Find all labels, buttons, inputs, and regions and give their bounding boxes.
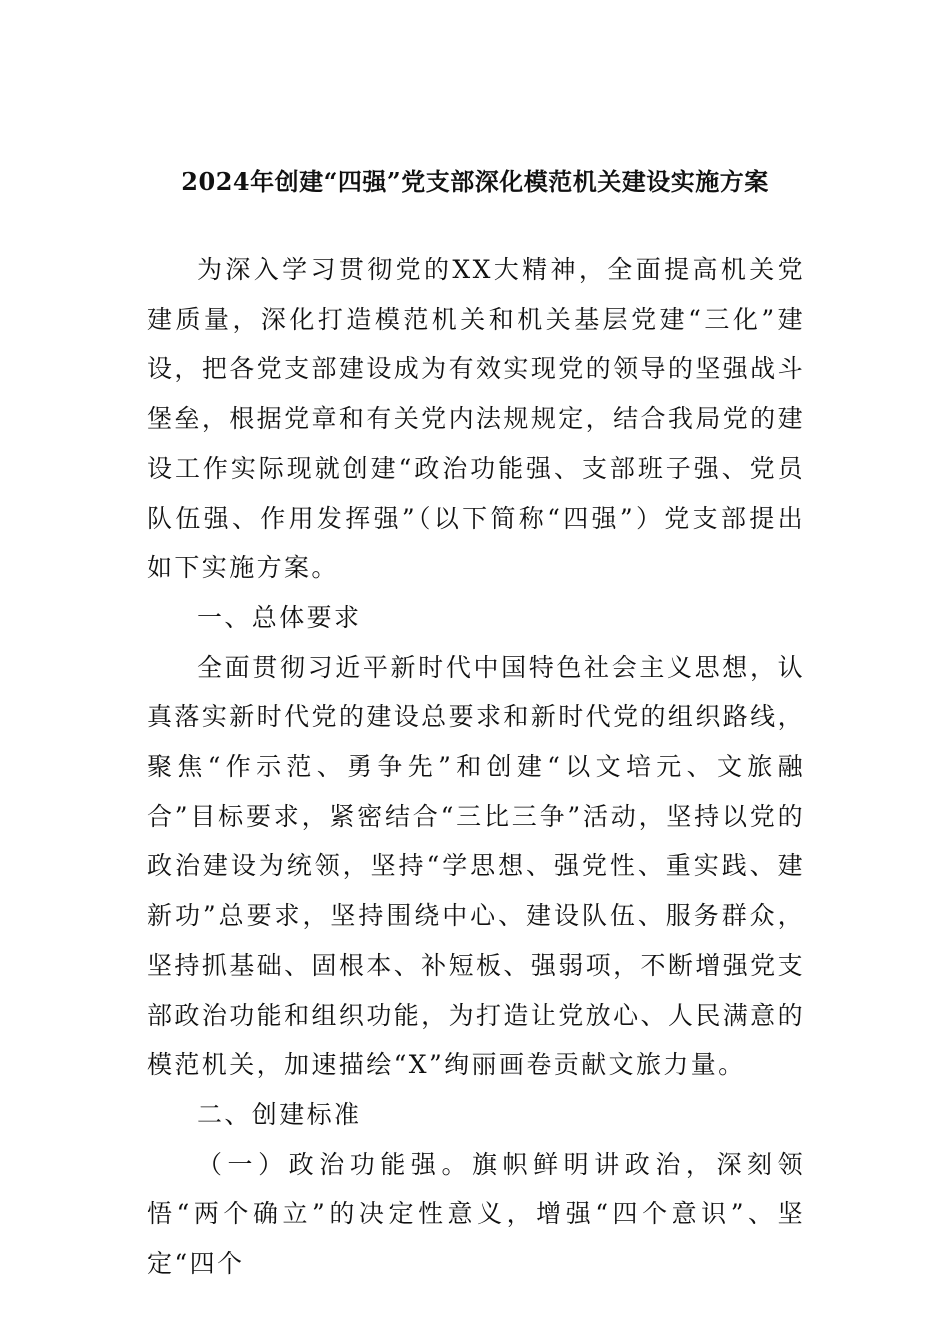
intro-paragraph: 为深入学习贯彻党的XX大精神，全面提高机关党建质量，深化打造模范机关和机关基层党建“三化”建设，把各党支部建设成为有效实现党的领导的坚强战斗堡垒，根据党章和有关党内法规规定，结合我局党的建设工作实际现就创建“政治功能强、支部班子强、党员队伍强、作用发挥强”（以下简称“四强”）党支部提出如下实施方案。 <box>147 255 805 583</box>
document-body <box>147 245 805 1289</box>
section-paragraph-overall-requirements: 全面贯彻习近平新时代中国特色社会主义思想，认真落实新时代党的建设总要求和新时代党的组织路线，聚焦“作示范、勇争先”和创建“以文培元、文旅融合”目标要求，紧密结合“三比三争”活动，坚持以党的政治建设为统领，坚持“学思想、强党性、重实践、建新功”总要求，坚持围绕中心、建设队伍、服务群众，坚持抓基础、固根本、补短板、强弱项，不断增强党支部政治功能和组织功能，为打造让党放心、人民满意的模范机关，加速描绘“X”绚丽画卷贡献文旅力量。 <box>147 652 805 1080</box>
section-heading-overall-requirements: 一、总体要求 <box>197 602 362 632</box>
section-heading-standards: 二、创建标准 <box>197 1099 362 1129</box>
section-paragraph-political-function: （一）政治功能强。旗帜鲜明讲政治，深刻领悟“两个确立”的决定性意义，增强“四个意识”、坚定“四个 <box>147 1149 805 1279</box>
document-title: 2024年创建“四强”党支部深化模范机关建设实施方案 <box>181 167 769 196</box>
